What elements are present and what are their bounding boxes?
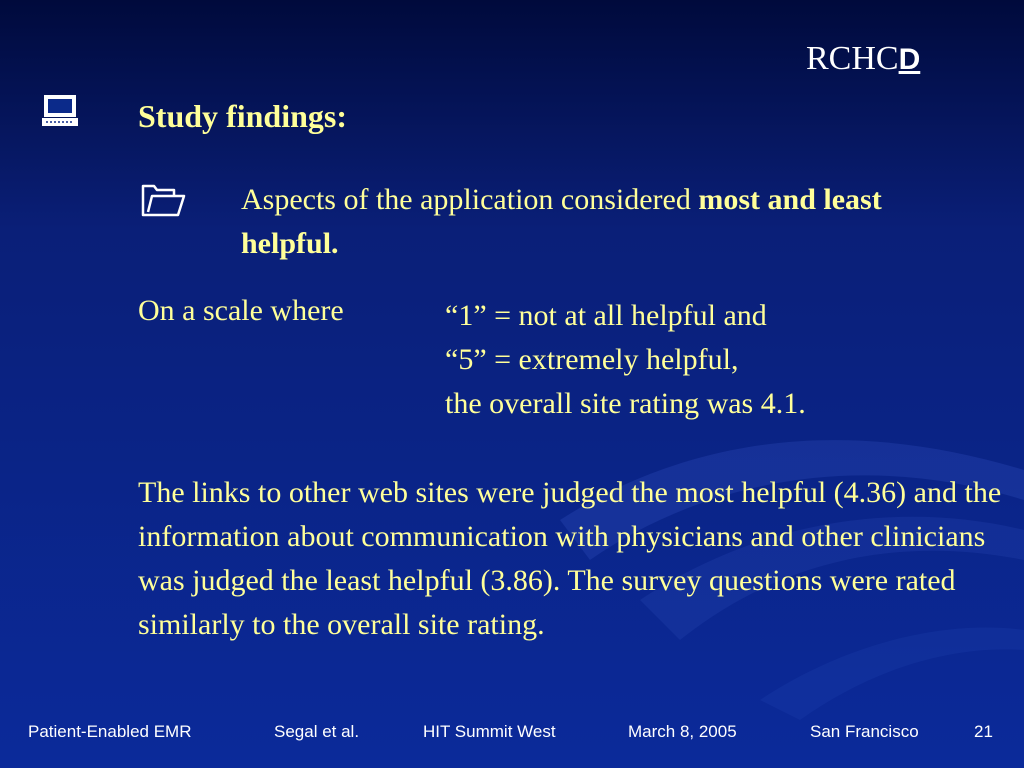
folder-icon xyxy=(140,182,186,218)
scale-line-3: the overall site rating was 4.1. xyxy=(445,387,806,420)
footer-event: HIT Summit West xyxy=(423,722,556,741)
scale-line-2: “5” = extremely helpful, xyxy=(445,343,739,376)
sub-bullet-bold: most and least helpful. xyxy=(241,183,882,260)
slide-footer xyxy=(0,718,1024,748)
scale-line-1: “1” = not at all helpful and xyxy=(445,299,767,332)
scale-definition xyxy=(445,294,806,426)
findings-paragraph: The links to other web sites were judged the most helpful (4.36) and the information about communication with physicians and other clinicians was judged the least helpful (3.86). The survey questions were rated similarly to the overall site rating. xyxy=(138,476,1002,641)
sub-bullet-plain: Aspects of the application considered xyxy=(241,183,699,216)
footer-page-number: 21 xyxy=(974,722,993,741)
footer-presentation: Patient-Enabled EMR xyxy=(28,722,192,741)
sub-bullet-text xyxy=(241,178,981,266)
logo-accent-letter: D xyxy=(898,43,921,76)
footer-date: March 8, 2005 xyxy=(628,722,737,741)
rchcd-logo xyxy=(806,40,920,78)
footer-authors: Segal et al. xyxy=(274,722,360,741)
scale-label: On a scale where xyxy=(138,294,344,327)
footer-location: San Francisco xyxy=(810,722,919,741)
slide-title: Study findings: xyxy=(138,98,347,134)
computer-icon xyxy=(40,94,80,128)
logo-text: RCHC xyxy=(806,40,899,77)
